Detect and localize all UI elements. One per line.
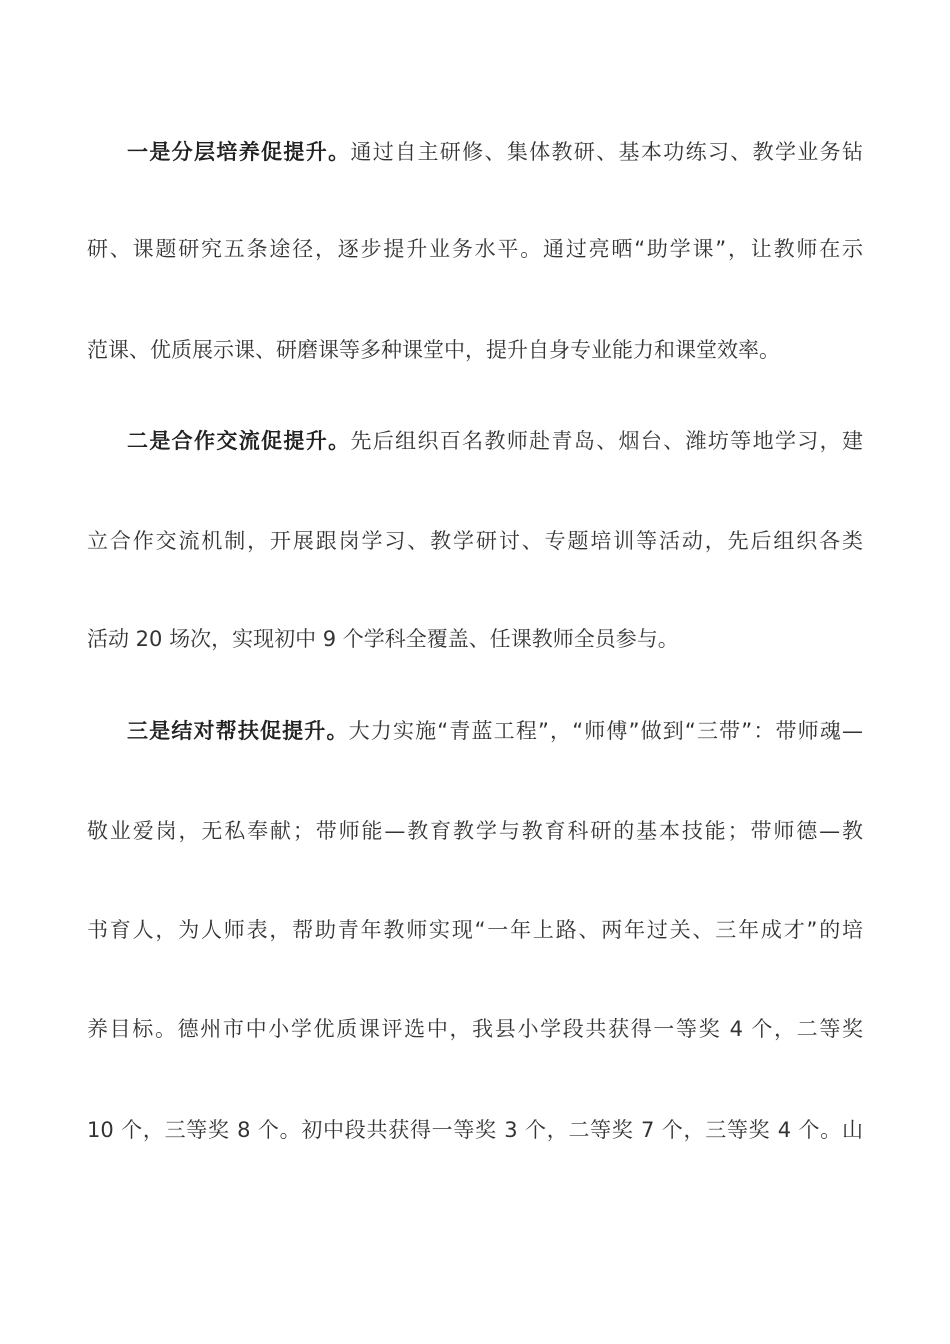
- paragraph-2-line-3: 活动 20 场次，实现初中 9 个学科全覆盖、任课教师全员参与。: [87, 627, 679, 651]
- paragraph-3-line-5: 10 个，三等奖 8 个。初中段共获得一等奖 3 个，二等奖 7 个，三等奖 4 个。山: [87, 1118, 863, 1142]
- paragraph-3-heading: 三是结对帮扶促提升。: [127, 719, 349, 743]
- paragraph-3-line-2: 敬业爱岗，无私奉献；带师能—教育教学与教育科研的基本技能；带师德—教: [87, 819, 863, 843]
- paragraph-2-text: 先后组织百名教师赴青岛、烟台、潍坊等地学习，建: [350, 429, 863, 453]
- paragraph-3-line-3: 书育人，为人师表，帮助青年教师实现“一年上路、两年过关、三年成才”的培: [87, 918, 863, 942]
- paragraph-3-text: 大力实施“青蓝工程”，“师傅”做到“三带”：带师魂—: [348, 719, 863, 743]
- paragraph-2-line-1: [127, 421, 863, 461]
- paragraph-1-heading: 一是分层培养促提升。: [127, 140, 351, 164]
- paragraph-1-line-2: 研、课题研究五条途径，逐步提升业务水平。通过亮晒“助学课”，让教师在示: [87, 237, 863, 261]
- paragraph-3-line-1: [127, 711, 863, 751]
- paragraph-1-line-3: 范课、优质展示课、研磨课等多种课堂中，提升自身专业能力和课堂效率。: [87, 338, 780, 362]
- paragraph-1-line-1: [127, 132, 863, 172]
- paragraph-1-text: 通过自主研修、集体教研、基本功练习、教学业务钻: [350, 140, 863, 164]
- paragraph-2-heading: 二是合作交流促提升。: [127, 429, 351, 453]
- paragraph-2-line-2: 立合作交流机制，开展跟岗学习、教学研讨、专题培训等活动，先后组织各类: [87, 529, 863, 553]
- paragraph-3-line-4: 养目标。德州市中小学优质课评选中，我县小学段共获得一等奖 4 个，二等奖: [87, 1017, 863, 1041]
